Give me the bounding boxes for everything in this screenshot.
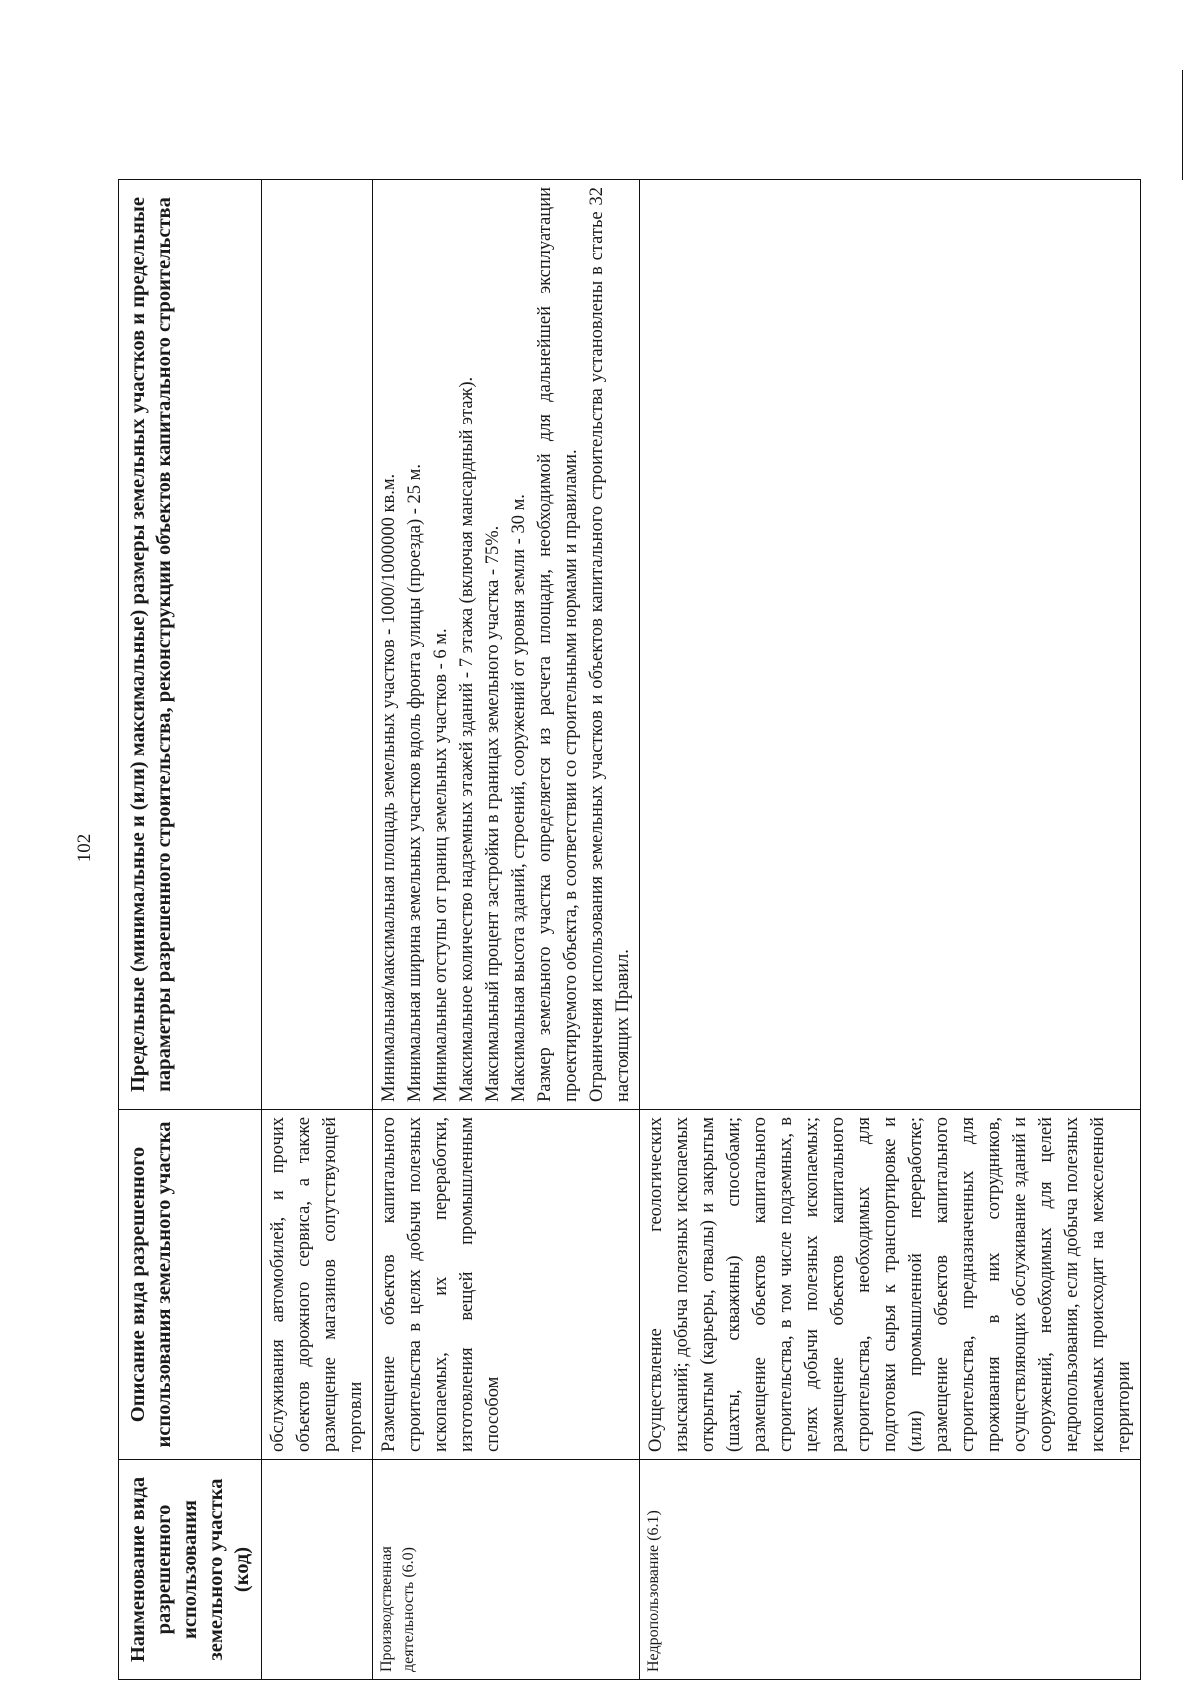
row-2-description: Размещение объектов капитального строительства в целях добычи полезных ископаемых, их переработки, изготовления вещей промышленным способом [373,1110,640,1460]
header-params: Предельные (минимальные и (или) максимальные) размеры земельных участков и предельные параметры разрешенного строительства, реконструкции объектов капитального строительства [119,180,262,1110]
param-line: Минимальная ширина земельных участков вдоль фронта улицы (проезда) - 25 м. [405,464,425,1102]
header-description: Описание вида разрешенного использования земельного участка [119,1110,262,1460]
param-line: Максимальное количество надземных этажей зданий - 7 этажа (включая мансардный этаж). [457,376,477,1102]
param-line: Размер земельного участка определяется из расчета площади, необходимой для дальнейшей эксплуатации проектируемого объекта, в соответствии со строительными нормами и правилами. [535,187,581,1102]
page-number: 102 [74,833,95,863]
row-3-params [640,180,1141,1110]
row-3-name: Недропользование (6.1) [640,1460,1141,1680]
row-1-description: обслуживания автомобилей, и прочих объектов дорожного сервиса, а также размещение магазинов сопутствующей торговли [262,1110,373,1460]
row-2-params [373,180,640,1110]
param-line: Минимальные отступы от границ земельных участков - 6 м. [431,628,451,1102]
row-1-name [262,1460,373,1680]
table-header-row [119,180,262,1680]
param-line: Ограничения использования земельных участков и объектов капитального строительства установлены в статье 32 настоящих Правил. [587,187,633,1102]
table-top-rule-extension [1182,70,1183,180]
table-row [640,180,1141,1680]
table-row [262,180,373,1680]
table-row [373,180,640,1680]
row-1-params [262,180,373,1110]
row-2-name: Производственная деятельность (6.0) [373,1460,640,1680]
param-line: Максимальная высота зданий, строений, сооружений от уровня земли - 30 м. [509,494,529,1102]
header-name: Наименование вида разрешенного использования земельного участка (код) [119,1460,262,1680]
param-line: Минимальная/максимальная площадь земельных участков - 1000/1000000 кв.м. [379,473,399,1102]
row-3-description: Осуществление геологических изысканий; добыча полезных ископаемых открытым (карьеры, отвалы) и закрытым (шахты, скважины) способами; размещение объектов капитального строительства, в том числе подземных, в целях добычи полезных ископаемых; размещение объектов капитального строительства, необходимых для подготовки сырья к транспортировке и (или) промышленной переработке; размещение объектов капитального строительства, предназначенных для проживания в них сотрудников, осуществляющих обслуживание зданий и сооружений, необходимых для целей недропользования, если добыча полезных ископаемых происходит на межселенной территории [640,1110,1141,1460]
param-line: Максимальный процент застройки в границах земельного участка - 75%. [483,525,503,1102]
land-use-table [118,179,1141,1680]
